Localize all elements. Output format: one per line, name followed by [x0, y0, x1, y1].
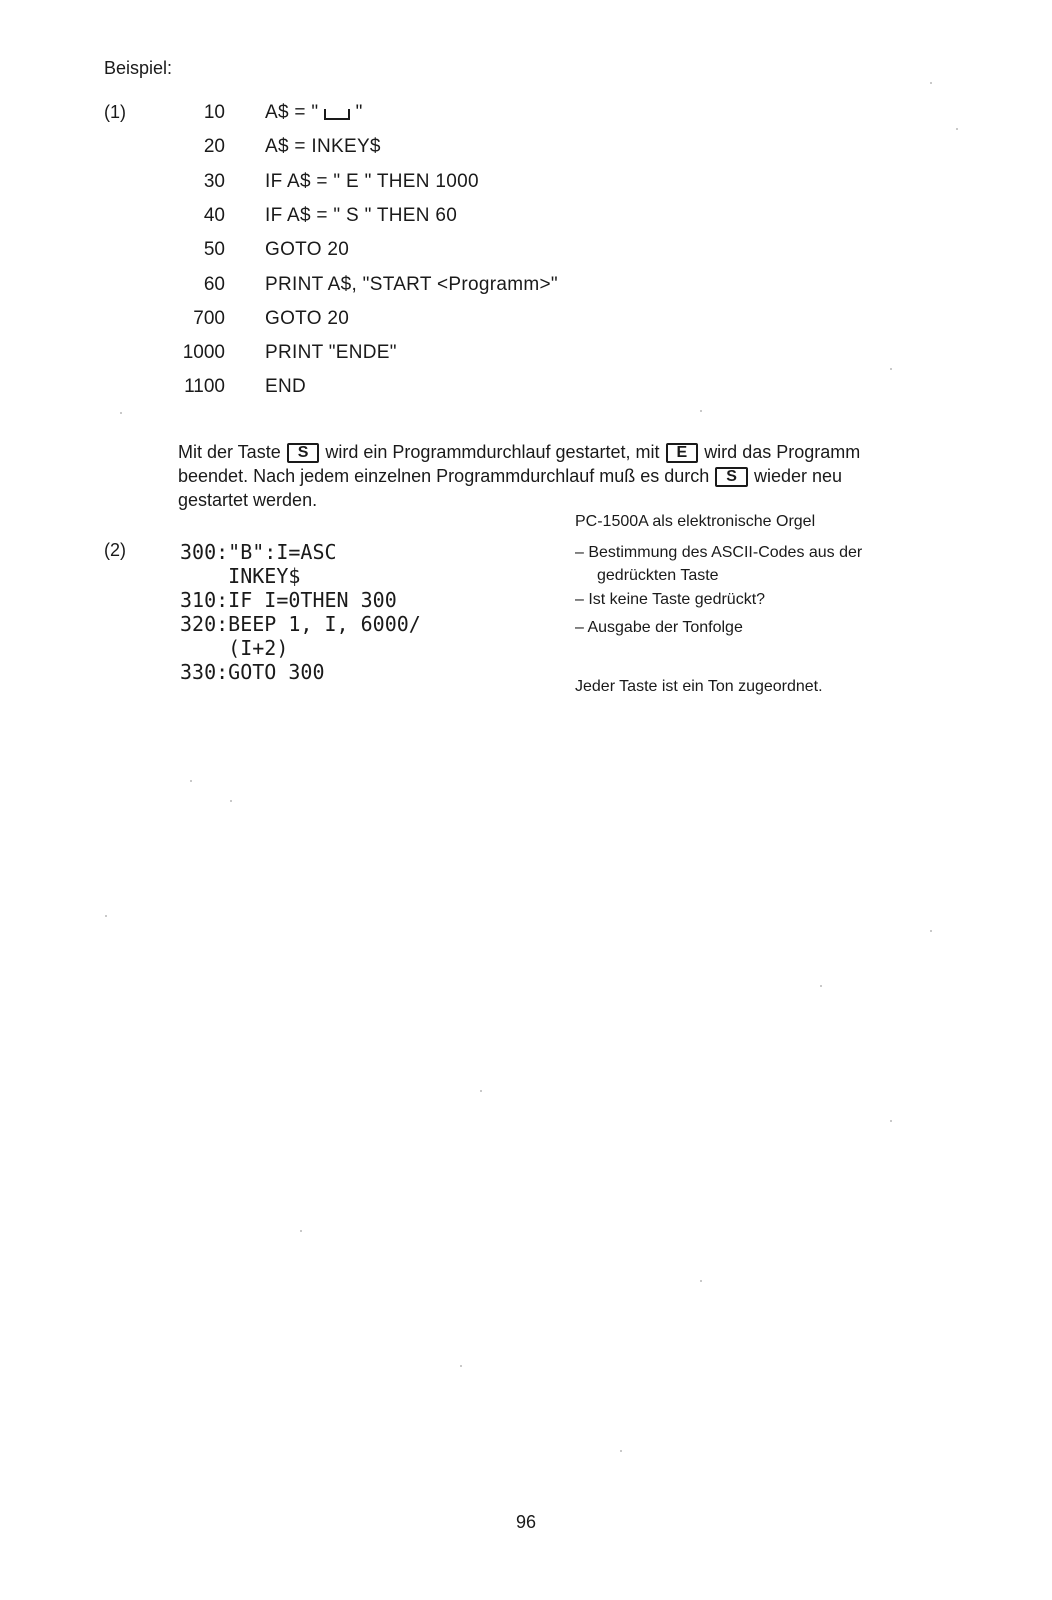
code-line: 320:BEEP 1, I, 6000/ [180, 612, 421, 636]
line-number: 700 [193, 308, 225, 329]
line-number: 30 [203, 171, 225, 192]
line-number: 20 [203, 136, 225, 157]
line-number: 1000 [182, 342, 225, 363]
line-number: 50 [203, 239, 225, 260]
example-1-label: (1) [104, 102, 126, 122]
key-e-icon: E [666, 443, 699, 463]
code-line: 300:"B":I=ASC [180, 540, 337, 564]
code-statement-pre: A$ = " [265, 102, 325, 123]
code-statement: A$ = INKEY$ [265, 136, 381, 157]
code-statement: IF A$ = " E " THEN 1000 [265, 171, 479, 192]
code-statement: PRINT A$, "START <Programm>" [265, 274, 558, 295]
code-line: INKEY$ [180, 564, 301, 588]
comment-line: gedrückten Taste [597, 567, 719, 584]
code-statement: IF A$ = " S " THEN 60 [265, 205, 458, 226]
code-statement: PRINT "ENDE" [265, 342, 397, 363]
paragraph-text: wird das Programm [704, 442, 861, 462]
code-line: 310:IF I=0THEN 300 [180, 588, 397, 612]
example-2-code [180, 540, 421, 684]
summary-note: Jeder Taste ist ein Ton zugeordnet. [575, 678, 823, 695]
paragraph-line [178, 464, 978, 488]
code-statement: END [265, 376, 307, 397]
heading-beispiel: Beispiel: [104, 58, 173, 78]
comment-line: – Ausgabe der Tonfolge [575, 619, 743, 636]
line-number: 40 [203, 205, 225, 226]
line-number: 10 [203, 102, 225, 123]
paragraph-line: gestartet werden. [178, 490, 318, 510]
code-statement [265, 102, 363, 124]
key-s-icon: S [287, 443, 320, 463]
code-line: 330:GOTO 300 [180, 660, 325, 684]
code-statement: GOTO 20 [265, 239, 350, 260]
program-title: PC-1500A als elektronische Orgel [575, 513, 816, 530]
paragraph-line [178, 440, 978, 464]
explanation-paragraph [178, 440, 978, 512]
code-statement: GOTO 20 [265, 308, 350, 329]
code-statement-post: " [350, 102, 363, 123]
paragraph-text: Mit der Taste [178, 442, 281, 462]
page-number: 96 [515, 1512, 537, 1532]
paragraph-text: wird ein Programmdurchlauf gestartet, mit [325, 442, 660, 462]
paragraph-text: beendet. Nach jedem einzelnen Programmdurchlauf muß es durch [178, 466, 710, 486]
line-number: 1100 [184, 376, 225, 397]
comment-line: – Bestimmung des ASCII-Codes aus der [575, 544, 863, 561]
space-symbol-icon [324, 109, 350, 120]
code-line: (I+2) [180, 636, 289, 660]
key-s-icon: S [715, 467, 748, 487]
comment-line: – Ist keine Taste gedrückt? [575, 591, 766, 608]
example-2-label: (2) [104, 540, 126, 560]
paragraph-text: wieder neu [753, 466, 843, 486]
line-number: 60 [203, 274, 225, 295]
